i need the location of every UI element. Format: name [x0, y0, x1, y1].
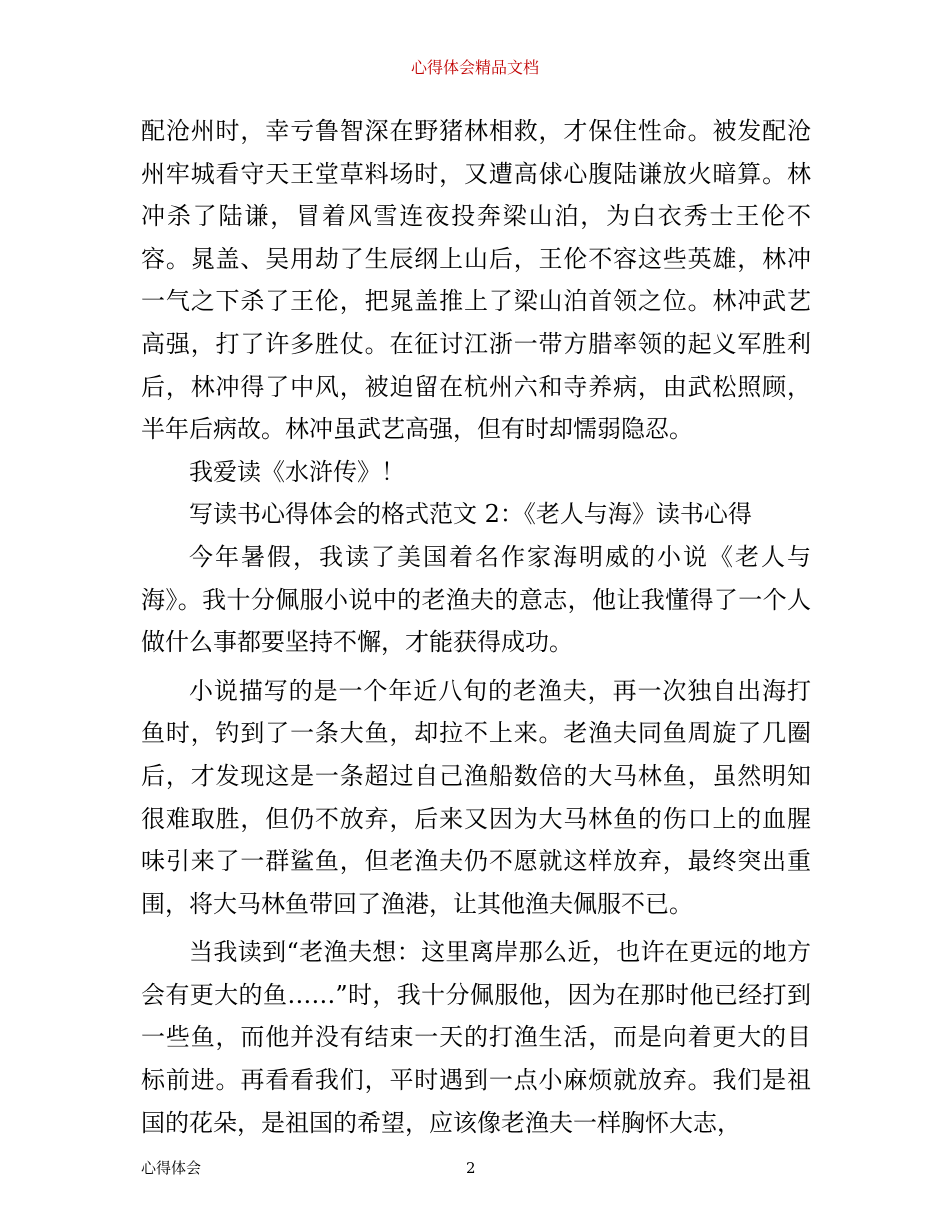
footer-label: 心得体会: [141, 1159, 202, 1177]
paragraph-lin-chong-story: 配沧州时，幸亏鲁智深在野猪林相救，才保住性命。被发配沧州牢城看守天王堂草料场时，又遭高俅心腹陆谦放火暗算。林冲杀了陆谦，冒着风雪连夜投奔梁山泊，为白衣秀士王伦不容。晁盖、吴用劫了生辰纲上山后，王伦不容这些英雄，林冲一气之下杀了王伦，把晁盖推上了梁山泊首领之位。林冲武艺高强，打了许多胜仗。在征讨江浙一带方腊率领的起义军胜利后，林冲得了中风，被迫留在杭州六和寺养病，由武松照顾，半年后病故。林冲虽武艺高强，但有时却懦弱隐忍。: [141, 117, 811, 444]
page-number: 2: [466, 1159, 476, 1177]
section-heading-example-2: 写读书心得体会的格式范文 2：《老人与海》读书心得: [189, 500, 752, 529]
document-body: [141, 110, 811, 1144]
paragraph-love-reading: 我爱读《水浒传》！: [189, 457, 405, 486]
paragraph-novel-summary: 小说描写的是一个年近八旬的老渔夫，再一次独自出海打鱼时，钓到了一条大鱼，却拉不上来。老渔夫同鱼周旋了几圈后，才发现这是一条超过自己渔船数倍的大马林鱼，虽然明知很难取胜，但仍不放弃，后来又因为大马林鱼的伤口上的血腥味引来了一群鲨鱼，但老渔夫仍不愿就这样放弃，最终突出重围，将大马林鱼带回了渔港，让其他渔夫佩服不已。: [141, 676, 811, 918]
page-header-title: 心得体会精品文档: [410, 58, 539, 77]
paragraph-reflection: 当我读到“老渔夫想：这里离岸那么近，也许在更远的地方会有更大的鱼……”时，我十分佩服他，因为在那时他已经打到一些鱼，而他并没有结束一天的打渔生活，而是向着更大的目标前进。再看看我们，平时遇到一点小麻烦就放弃。我们是祖国的花朵，是祖国的希望，应该像老渔夫一样胸怀大志，: [141, 938, 811, 1137]
paragraph-summer-reading: 今年暑假，我读了美国着名作家海明威的小说《老人与海》。我十分佩服小说中的老渔夫的意志，他让我懂得了一个人做什么事都要坚持不懈，才能获得成功。: [141, 542, 811, 657]
